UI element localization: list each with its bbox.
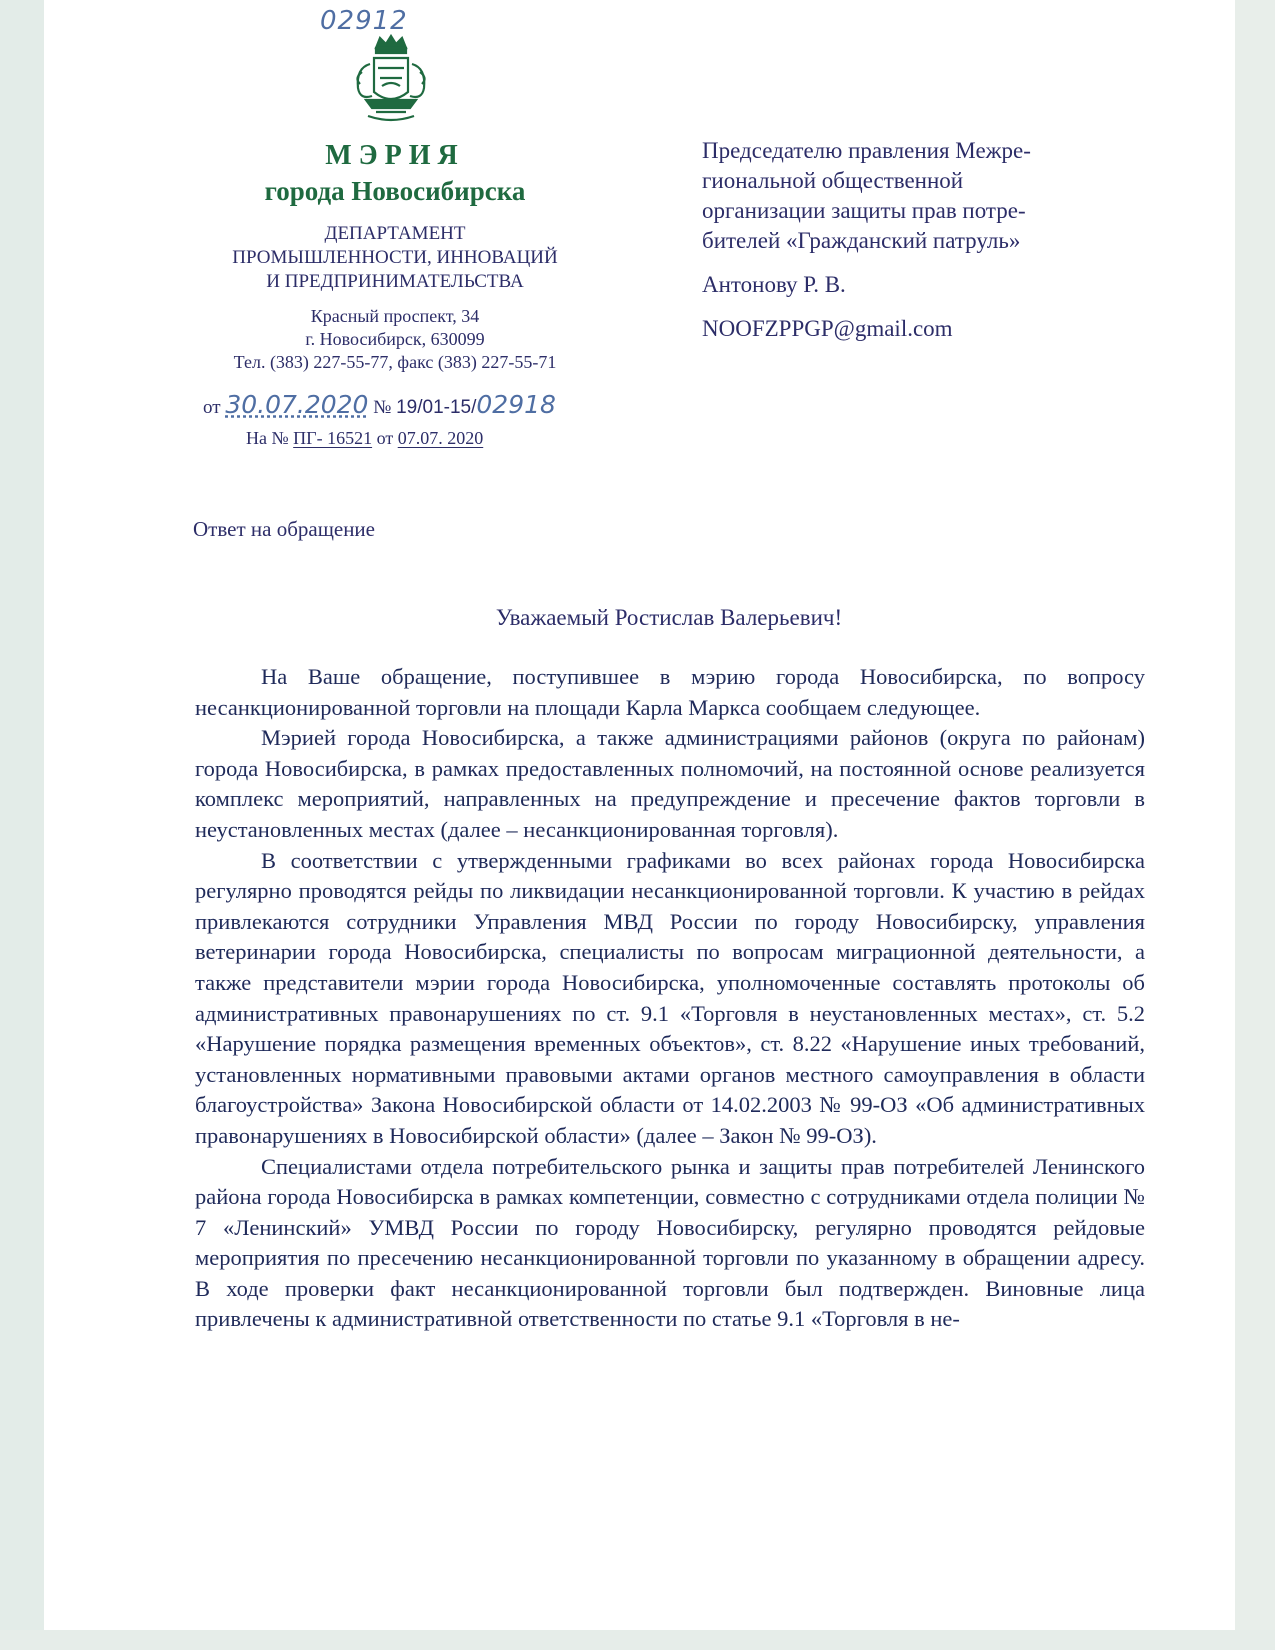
salutation: Уважаемый Ростислав Валерьевич!	[495, 605, 843, 630]
body-paragraph: Специалистами отдела потребительского рынка и защиты прав потребителей Ленинского района города Новосибирска в рамках компетенции, совместно с сотрудниками отдела полиции № 7 «Ленинский» УМВД России по городу Новосибирску, регулярно проводятся рейдовые мероприятия по пресечению несанкционированной торговли по указанному в обращении адресу. В ходе проверки факт несанкционированной торговли был подтвержден. Виновные лица привлечены к административной ответственности по статье 9.1 «Торговля в не-	[195, 1153, 1145, 1332]
reg-number-hand: 02918	[476, 390, 556, 419]
org-title: МЭРИЯ	[325, 140, 465, 171]
addressee-email: NOOFZPPGP@gmail.com	[702, 316, 953, 341]
department-line: ПРОМЫШЛЕННОСТИ, ИННОВАЦИЙ	[232, 247, 558, 268]
org-subtitle: города Новосибирска	[264, 176, 526, 206]
department-line: И ПРЕДПРИНИМАТЕЛЬСТВА	[266, 271, 524, 292]
address-line: Красный проспект, 34	[310, 306, 480, 326]
body-paragraph: На Ваше обращение, поступившее в мэрию города Новосибирска, по вопросу несанкционированной торговли на площади Карла Маркса сообщаем следующее.	[195, 664, 1145, 720]
addressee-block	[702, 136, 1122, 344]
address-line: г. Новосибирск, 630099	[305, 329, 485, 349]
city-crest-icon	[346, 34, 436, 126]
reg-from-label: от	[203, 397, 221, 418]
department-block	[175, 222, 615, 294]
address-block	[175, 305, 615, 374]
reg-date: 30.07.2020	[225, 390, 369, 419]
body-paragraph: Мэрией города Новосибирска, а также администрациями районов (округа по районам) города Новосибирска, в рамках предоставленных полномочий, на постоянной основе реализуется комплекс мероприятий, направленных на предупреждение и пресечение фактов торговли в неустановленных местах (далее – несанкционированная торговля).	[195, 725, 1145, 842]
letter-body	[195, 662, 1145, 1335]
scan-edge-bottom	[0, 1630, 1275, 1650]
addressee-line: Председателю правления Межре-	[702, 138, 1031, 163]
ref-from-label: от	[376, 428, 394, 448]
body-paragraph: В соответствии с утвержденными графиками во всех районах города Новосибирска регулярно проводятся рейды по ликвидации несанкционированной торговли. К участию в рейдах привлекаются сотрудники Управления МВД России по городу Новосибирску, управления ветеринарии города Новосибирска, специалисты по вопросам миграционной деятельности, а также представители мэрии города Новосибирска, уполномоченные составлять протоколы об административных правонарушениях по ст. 9.1 «Торговля в неустановленных местах», ст. 5.2 «Нарушение порядка размещения временных объектов», ст. 8.22 «Нарушение иных требований, установленных нормативными правовыми актами органов местного самоуправления в области благоустройства» Закона Новосибирской области от 14.02.2003 № 99-ОЗ «Об административных правонарушениях в Новосибирской области» (далее – Закон № 99-ОЗ).	[195, 847, 1145, 1148]
department-line: ДЕПАРТАМЕНТ	[324, 223, 466, 244]
addressee-line: бителей «Гражданский патруль»	[702, 228, 1021, 253]
reg-number-prefix: 19/01-15/	[396, 397, 477, 418]
ref-number: ПГ- 16521	[293, 428, 373, 448]
scan-edge-right	[1235, 0, 1275, 1650]
archive-number: 02912	[320, 6, 408, 36]
address-line: Тел. (383) 227-55-77, факс (383) 227-55-71	[233, 352, 557, 372]
scan-edge-left	[0, 0, 44, 1650]
addressee-name: Антонову Р. В.	[702, 272, 846, 297]
ref-date: 07.07. 2020	[397, 428, 484, 448]
reg-no-label: №	[373, 397, 392, 418]
subject-line: Ответ на обращение	[193, 517, 375, 541]
registration-line	[203, 390, 556, 419]
reference-line	[246, 428, 483, 449]
addressee-line: гиональной общественной	[702, 168, 964, 193]
ref-label: На №	[246, 428, 289, 448]
addressee-line: организации защиты прав потре-	[702, 198, 1026, 223]
